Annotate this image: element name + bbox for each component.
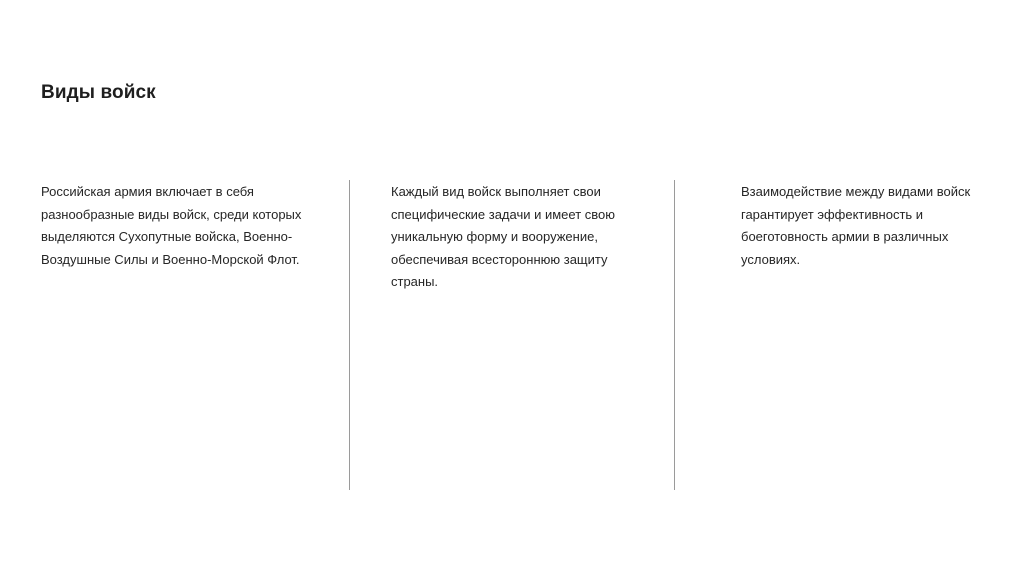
column-divider-1 <box>349 180 350 490</box>
column-text-2: Каждый вид войск выполняет свои специфические задачи и имеет свою уникальную форму и вооружение, обеспечивая всестороннюю защиту страны. <box>391 184 616 289</box>
column-text-3: Взаимодействие между видами войск гарантирует эффективность и боеготовность армии в различных условиях. <box>741 184 971 267</box>
column-text-1: Российская армия включает в себя разнообразные виды войск, среди которых выделяются Сухопутные войска, Военно-Воздушные Силы и Военно-Морской Флот. <box>41 184 302 267</box>
column-divider-2 <box>674 180 675 490</box>
slide-title: Виды войск <box>41 82 156 103</box>
